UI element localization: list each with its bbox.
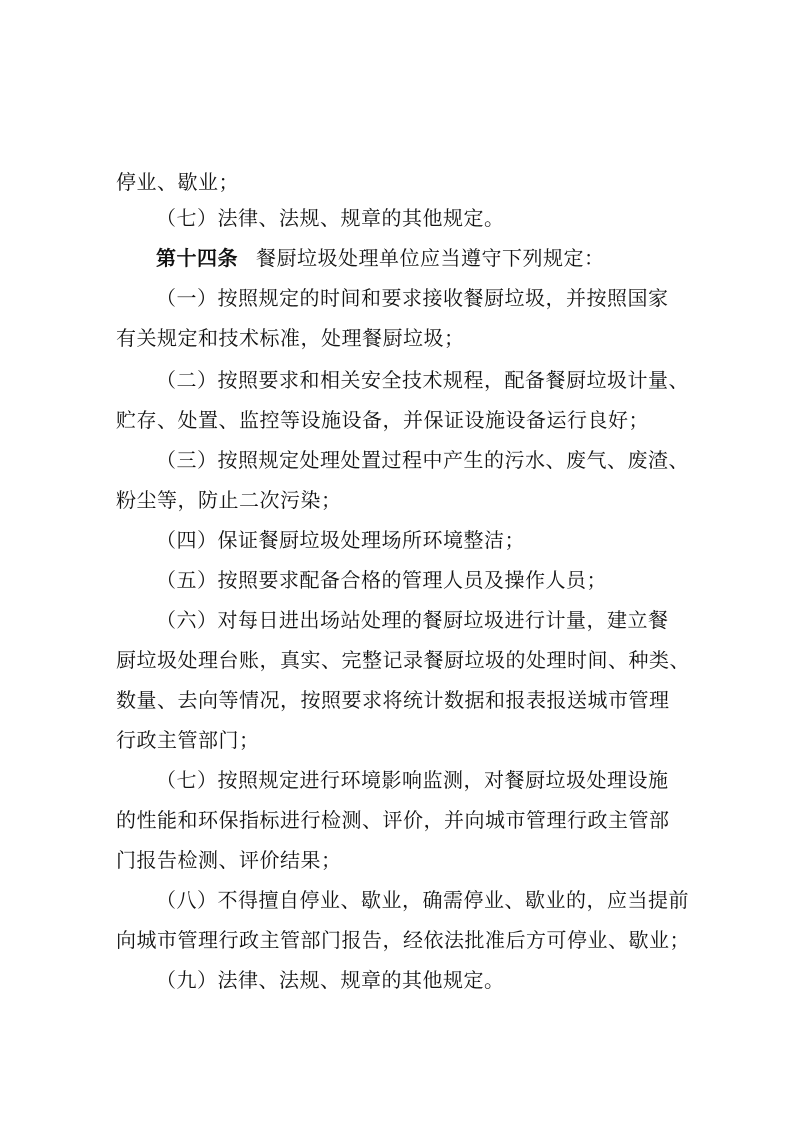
text-line: （九）法律、法规、规章的其他规定。 (156, 968, 505, 992)
text-line: （二）按照要求和相关安全技术规程，配备餐厨垃圾计量、 (156, 368, 689, 392)
text-line: （四）保证餐厨垃圾处理场所环境整洁； (156, 528, 525, 552)
text-line: 门报告检测、评价结果； (116, 848, 342, 872)
text-line: （六）对每日进出场站处理的餐厨垃圾进行计量，建立餐 (156, 608, 669, 632)
text-line: 数量、去向等情况，按照要求将统计数据和报表报送城市管理 (116, 688, 670, 712)
text-line: （八）不得擅自停业、歇业，确需停业、歇业的，应当提前 (156, 888, 689, 912)
text-line: 有关规定和技术标准，处理餐厨垃圾； (116, 326, 465, 350)
article-line (156, 246, 605, 270)
text-line: 贮存、处置、监控等设施设备，并保证设施设备运行良好； (116, 408, 649, 432)
text-line: （三）按照规定处理处置过程中产生的污水、废气、废渣、 (156, 448, 689, 472)
text-line: 厨垃圾处理台账，真实、完整记录餐厨垃圾的处理时间、种类、 (116, 648, 690, 672)
article-heading: 第十四条 (156, 246, 238, 270)
text-line: （七）按照规定进行环境影响监测，对餐厨垃圾处理设施 (156, 768, 669, 792)
text-line: （五）按照要求配备合格的管理人员及操作人员； (156, 568, 607, 592)
article-text: 餐厨垃圾处理单位应当遵守下列规定： (256, 246, 605, 270)
text-line: 粉尘等，防止二次污染； (116, 488, 342, 512)
text-line: 停业、歇业； (116, 170, 239, 194)
text-line: 的性能和环保指标进行检测、评价，并向城市管理行政主管部 (116, 808, 670, 832)
text-line: 行政主管部门； (116, 728, 260, 752)
text-line: （一）按照规定的时间和要求接收餐厨垃圾，并按照国家 (156, 286, 669, 310)
text-line: （七）法律、法规、规章的其他规定。 (156, 206, 505, 230)
text-line: 向城市管理行政主管部门报告，经依法批准后方可停业、歇业； (116, 928, 690, 952)
